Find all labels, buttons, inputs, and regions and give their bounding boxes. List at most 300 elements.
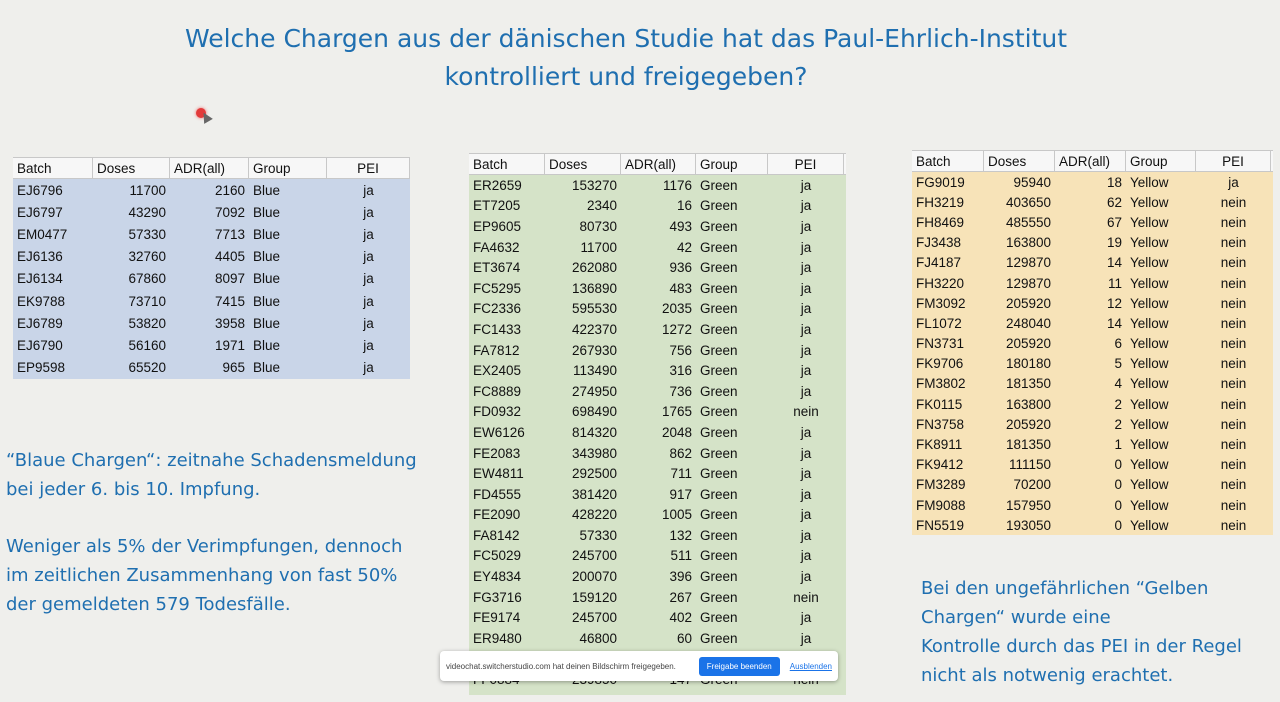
cell-pei: ja	[800, 321, 812, 337]
cell-pei: nein	[1220, 497, 1247, 513]
table-body	[469, 175, 846, 695]
table-row	[13, 201, 410, 223]
cell-doses: 67860	[128, 271, 166, 287]
cell-adr: 1	[1114, 437, 1122, 453]
cell-batch: ER9480	[473, 630, 522, 646]
header-adr: ADR(all)	[1055, 151, 1126, 171]
table-row	[469, 443, 846, 464]
cell-adr: 2035	[661, 301, 692, 317]
cell-adr: 60	[676, 630, 692, 646]
table-row	[13, 179, 410, 201]
table-row	[912, 455, 1273, 475]
table-row	[912, 233, 1273, 253]
note-line: nicht als notwenig erachtet.	[921, 665, 1174, 686]
cell-batch: FE2083	[473, 445, 521, 461]
table-row	[13, 334, 410, 356]
cell-adr: 42	[676, 239, 692, 255]
cell-adr: 711	[670, 466, 692, 482]
cell-doses: 46800	[579, 630, 617, 646]
cell-adr: 3958	[214, 315, 245, 331]
cell-pei: ja	[363, 226, 374, 242]
cell-doses: 129870	[1005, 255, 1051, 271]
cell-adr: 1272	[661, 321, 692, 337]
header-group: Group	[1126, 151, 1196, 171]
cell-pei: nein	[793, 589, 819, 605]
yellow-batch-table	[912, 150, 1273, 535]
cell-batch: EY4834	[473, 569, 522, 585]
cell-doses: 53820	[128, 315, 166, 331]
table-row	[469, 340, 846, 361]
cell-group: Green	[700, 363, 738, 379]
cell-pei: ja	[800, 630, 812, 646]
cell-doses: 595530	[571, 301, 617, 317]
cell-pei: ja	[363, 204, 374, 220]
cell-batch: FJ3438	[916, 235, 962, 251]
table-row	[469, 463, 846, 484]
cell-pei: nein	[1220, 315, 1247, 331]
cell-adr: 396	[669, 569, 692, 585]
table-row	[469, 319, 846, 340]
cell-pei: ja	[800, 342, 812, 358]
cell-group: Yellow	[1130, 214, 1169, 230]
cell-doses: 95940	[1013, 174, 1051, 190]
cell-pei: ja	[800, 280, 812, 296]
cell-pei: nein	[1220, 396, 1247, 412]
cell-pei: nein	[793, 404, 819, 420]
cell-doses: 32760	[128, 249, 166, 265]
cell-adr: 511	[670, 548, 692, 564]
cell-batch: FC8889	[473, 383, 522, 399]
note-line: bei jeder 6. bis 10. Impfung.	[6, 479, 261, 500]
cell-pei: nein	[1220, 356, 1247, 372]
cell-group: Blue	[253, 249, 281, 265]
green-batch-table	[469, 153, 846, 695]
cell-pei: ja	[800, 363, 812, 379]
header-pei: PEI	[1196, 151, 1271, 171]
cell-adr: 316	[669, 363, 692, 379]
table-row	[469, 546, 846, 567]
cell-batch: FJ4187	[916, 255, 962, 271]
cell-doses: 381420	[571, 486, 617, 502]
cell-pei: ja	[800, 239, 812, 255]
cell-doses: 163800	[1005, 396, 1051, 412]
cell-batch: FC2336	[473, 301, 522, 317]
cell-doses: 2340	[586, 198, 617, 214]
cell-group: Yellow	[1130, 255, 1169, 271]
cell-batch: FE9174	[473, 610, 521, 626]
cell-doses: 73710	[128, 293, 166, 309]
cell-doses: 11700	[580, 239, 617, 255]
cell-adr: 493	[669, 218, 692, 234]
cell-adr: 917	[669, 486, 692, 502]
cell-pei: ja	[800, 466, 812, 482]
cell-group: Blue	[253, 360, 281, 376]
cell-adr: 2048	[661, 424, 692, 440]
cell-doses: 485550	[1005, 214, 1051, 230]
cell-adr: 0	[1114, 457, 1122, 473]
cell-batch: EJ6134	[17, 271, 63, 287]
cell-adr: 7713	[214, 226, 245, 242]
cell-batch: FE2090	[473, 507, 521, 523]
note-line: “Blaue Chargen“: zeitnahe Schadensmeldung	[6, 450, 417, 471]
cell-batch: FG9019	[916, 174, 965, 190]
table-row	[13, 246, 410, 268]
slide-title	[0, 20, 1252, 96]
cell-group: Yellow	[1130, 457, 1169, 473]
cell-batch: FC5029	[473, 548, 522, 564]
cell-doses: 422370	[571, 321, 617, 337]
cell-pei: nein	[1220, 457, 1247, 473]
cell-doses: 193050	[1005, 517, 1051, 533]
cell-pei: ja	[363, 293, 374, 309]
cell-doses: 136890	[571, 280, 617, 296]
cell-batch: FN5519	[916, 517, 965, 533]
table-row	[13, 290, 410, 312]
cell-adr: 1176	[662, 177, 692, 193]
cell-group: Blue	[253, 315, 281, 331]
table-row	[469, 402, 846, 423]
title-line-1: Welche Chargen aus der dänischen Studie hat das Paul-Ehrlich-Institut	[184, 24, 1068, 53]
cell-doses: 403650	[1005, 194, 1051, 210]
cell-group: Green	[700, 218, 738, 234]
cell-group: Yellow	[1130, 416, 1169, 432]
cell-doses: 180180	[1005, 356, 1051, 372]
cell-adr: 12	[1106, 295, 1122, 311]
table-row	[469, 607, 846, 628]
cell-doses: 70200	[1013, 477, 1051, 493]
cell-doses: 11700	[129, 182, 166, 198]
cell-group: Yellow	[1130, 315, 1169, 331]
cell-doses: 111150	[1008, 457, 1051, 473]
header-batch: Batch	[13, 158, 93, 178]
cell-adr: 132	[669, 527, 692, 543]
cell-batch: FN3731	[916, 336, 965, 352]
note-line: Chargen“ wurde eine	[921, 607, 1111, 628]
cell-group: Green	[700, 527, 738, 543]
cell-adr: 483	[669, 280, 692, 296]
cell-doses: 267930	[571, 342, 617, 358]
table-row	[469, 628, 846, 649]
cell-batch: EW6126	[473, 424, 525, 440]
cell-adr: 267	[669, 589, 692, 605]
header-doses: Doses	[545, 154, 621, 174]
cell-doses: 56160	[128, 337, 166, 353]
cell-group: Green	[700, 569, 738, 585]
cell-pei: nein	[1220, 275, 1247, 291]
cell-doses: 57330	[128, 226, 166, 242]
cell-batch: EJ6790	[17, 337, 63, 353]
cell-doses: 205920	[1005, 295, 1051, 311]
cell-adr: 736	[669, 383, 692, 399]
header-batch: Batch	[912, 151, 984, 171]
cell-adr: 16	[676, 198, 692, 214]
blue-batch-table	[13, 157, 410, 379]
table-header	[469, 153, 846, 175]
cell-group: Green	[700, 260, 738, 276]
cell-pei: nein	[1220, 416, 1247, 432]
cell-pei: nein	[1220, 336, 1247, 352]
cell-adr: 7415	[214, 293, 245, 309]
cell-batch: EJ6797	[17, 204, 63, 220]
cell-batch: EP9598	[17, 360, 66, 376]
table-row	[912, 293, 1273, 313]
cell-pei: ja	[363, 182, 374, 198]
cell-adr: 1765	[661, 404, 692, 420]
table-row	[469, 278, 846, 299]
table-row	[912, 475, 1273, 495]
cell-batch: FA7812	[473, 342, 520, 358]
table-row	[469, 196, 846, 217]
table-row	[912, 434, 1273, 454]
cell-pei: nein	[1220, 295, 1247, 311]
cell-pei: ja	[800, 218, 812, 234]
cell-group: Green	[700, 342, 738, 358]
cell-batch: EJ6796	[17, 182, 63, 198]
table-row	[13, 223, 410, 245]
cell-doses: 205920	[1005, 416, 1051, 432]
cell-doses: 80730	[579, 218, 617, 234]
cell-doses: 200070	[571, 569, 617, 585]
cell-pei: nein	[1220, 477, 1247, 493]
cell-pei: ja	[363, 360, 374, 376]
share-message: videochat.switcherstudio.com hat deinen Bildschirm freigegeben.	[446, 661, 676, 671]
cell-adr: 62	[1106, 194, 1122, 210]
cell-pei: ja	[800, 507, 812, 523]
cell-pei: ja	[800, 424, 812, 440]
cell-batch: EX2405	[473, 363, 522, 379]
cell-group: Yellow	[1130, 336, 1169, 352]
table-row	[469, 525, 846, 546]
cell-pei: ja	[800, 548, 812, 564]
cell-adr: 4405	[214, 249, 245, 265]
header-group: Group	[696, 154, 768, 174]
cell-group: Blue	[253, 337, 281, 353]
cell-group: Yellow	[1130, 275, 1169, 291]
cell-doses: 245700	[571, 610, 617, 626]
cell-doses: 292500	[571, 466, 617, 482]
cell-pei: ja	[363, 337, 374, 353]
table-row	[912, 495, 1273, 515]
cell-doses: 248040	[1005, 315, 1051, 331]
cell-adr: 2160	[214, 182, 245, 198]
cell-adr: 11	[1107, 275, 1122, 291]
cell-adr: 2	[1114, 396, 1122, 412]
cell-doses: 205920	[1005, 336, 1051, 352]
table-row	[469, 299, 846, 320]
cell-adr: 5	[1114, 356, 1122, 372]
cell-pei: ja	[800, 445, 812, 461]
table-header	[13, 157, 410, 179]
cell-batch: FH3219	[916, 194, 965, 210]
cell-batch: FM3802	[916, 376, 966, 392]
table-row	[912, 192, 1273, 212]
cell-pei: nein	[1220, 255, 1247, 271]
note-line: Bei den ungefährlichen “Gelben	[921, 578, 1209, 599]
cell-doses: 159120	[571, 589, 617, 605]
cell-pei: ja	[800, 486, 812, 502]
table-row	[469, 360, 846, 381]
cell-adr: 756	[669, 342, 692, 358]
cell-group: Green	[700, 589, 738, 605]
cell-doses: 113490	[572, 363, 617, 379]
cell-group: Yellow	[1130, 517, 1169, 533]
cell-group: Yellow	[1130, 497, 1169, 513]
cell-group: Yellow	[1130, 437, 1169, 453]
table-row	[912, 414, 1273, 434]
note-line: Kontrolle durch das PEI in der Regel	[921, 636, 1242, 657]
cell-batch: FK0115	[916, 396, 963, 412]
cell-adr: 18	[1106, 174, 1122, 190]
cell-batch: FA8142	[473, 527, 520, 543]
cell-batch: FK9412	[916, 457, 964, 473]
cell-group: Yellow	[1130, 477, 1169, 493]
cell-group: Green	[700, 486, 738, 502]
note-line: Weniger als 5% der Verimpfungen, dennoch	[6, 536, 403, 557]
cell-group: Green	[700, 610, 738, 626]
cell-batch: FM3289	[916, 477, 966, 493]
hide-link[interactable]: Ausblenden	[789, 661, 832, 671]
cell-adr: 0	[1114, 517, 1122, 533]
cell-adr: 67	[1106, 214, 1122, 230]
cell-doses: 153270	[571, 177, 617, 193]
table-row	[912, 172, 1273, 192]
table-row	[469, 237, 846, 258]
screen-share-notification-bar	[440, 651, 838, 681]
cell-pei: nein	[1220, 235, 1247, 251]
cell-batch: FN3758	[916, 416, 965, 432]
cell-batch: ET3674	[473, 260, 521, 276]
cell-batch: EW4811	[473, 466, 524, 482]
cell-group: Blue	[253, 226, 281, 242]
cell-group: Green	[700, 630, 738, 646]
cell-batch: FK8911	[916, 437, 963, 453]
cell-group: Green	[700, 548, 738, 564]
header-batch: Batch	[469, 154, 545, 174]
cell-group: Green	[700, 280, 738, 296]
cell-group: Blue	[253, 182, 281, 198]
table-row	[469, 175, 846, 196]
cell-batch: EM0477	[17, 226, 68, 242]
cell-pei: nein	[1220, 517, 1247, 533]
table-row	[912, 334, 1273, 354]
cell-adr: 4	[1114, 376, 1122, 392]
cell-pei: ja	[1228, 174, 1239, 190]
cell-group: Green	[700, 177, 738, 193]
cell-doses: 428220	[571, 507, 617, 523]
cell-group: Blue	[253, 293, 281, 309]
header-pei: PEI	[768, 154, 844, 174]
table-row	[469, 381, 846, 402]
cell-batch: ET7205	[473, 198, 521, 214]
stop-sharing-button[interactable]: Freigabe beenden	[699, 657, 780, 676]
cell-batch: EP9605	[473, 218, 522, 234]
cell-batch: EJ6136	[17, 249, 63, 265]
cell-batch: FH8469	[916, 214, 965, 230]
cell-pei: ja	[800, 198, 812, 214]
cell-doses: 65520	[128, 360, 166, 376]
cell-adr: 0	[1114, 497, 1122, 513]
cell-doses: 181350	[1005, 376, 1051, 392]
blue-batches-note	[6, 446, 456, 504]
cell-pei: ja	[363, 315, 374, 331]
table-row	[912, 212, 1273, 232]
table-row	[469, 422, 846, 443]
table-row	[469, 505, 846, 526]
cell-doses: 262080	[571, 260, 617, 276]
table-row	[912, 394, 1273, 414]
cell-group: Green	[700, 198, 738, 214]
table-row	[469, 566, 846, 587]
table-row	[469, 587, 846, 608]
cell-batch: FD0932	[473, 404, 522, 420]
cell-pei: ja	[363, 249, 374, 265]
cell-adr: 7092	[214, 204, 245, 220]
table-row	[912, 354, 1273, 374]
cell-group: Yellow	[1130, 376, 1169, 392]
table-row	[469, 216, 846, 237]
cell-group: Yellow	[1130, 295, 1169, 311]
cell-group: Blue	[253, 271, 281, 287]
cell-adr: 8097	[214, 271, 245, 287]
cell-batch: FC5295	[473, 280, 522, 296]
cell-group: Green	[700, 239, 738, 255]
cell-group: Green	[700, 445, 738, 461]
cell-group: Yellow	[1130, 174, 1169, 190]
cell-adr: 862	[669, 445, 692, 461]
cell-doses: 129870	[1005, 275, 1051, 291]
yellow-batches-note	[921, 574, 1280, 690]
cell-group: Green	[700, 404, 738, 420]
cell-adr: 1005	[661, 507, 692, 523]
cell-adr: 14	[1106, 315, 1122, 331]
cell-pei: ja	[800, 301, 812, 317]
cell-group: Yellow	[1130, 356, 1169, 372]
cell-batch: EJ6789	[17, 315, 63, 331]
cell-group: Green	[700, 507, 738, 523]
table-row	[469, 484, 846, 505]
cell-batch: ER2659	[473, 177, 522, 193]
header-pei: PEI	[327, 158, 410, 178]
cell-doses: 698490	[571, 404, 617, 420]
cell-pei: nein	[1220, 437, 1247, 453]
cell-group: Green	[700, 424, 738, 440]
cell-batch: EK9788	[17, 293, 66, 309]
header-doses: Doses	[984, 151, 1055, 171]
cell-adr: 965	[222, 360, 245, 376]
cell-pei: nein	[1220, 194, 1247, 210]
cell-doses: 157950	[1005, 497, 1051, 513]
cell-batch: FD4555	[473, 486, 522, 502]
table-row	[912, 515, 1273, 535]
cell-group: Yellow	[1130, 396, 1169, 412]
note-line: der gemeldeten 579 Todesfälle.	[6, 594, 291, 615]
deaths-note	[6, 532, 456, 619]
cell-doses: 343980	[571, 445, 617, 461]
cell-adr: 936	[669, 260, 692, 276]
cell-doses: 245700	[571, 548, 617, 564]
cell-batch: FM3092	[916, 295, 966, 311]
cell-group: Green	[700, 466, 738, 482]
cell-group: Blue	[253, 204, 281, 220]
header-doses: Doses	[93, 158, 170, 178]
cell-adr: 14	[1106, 255, 1122, 271]
table-header	[912, 150, 1273, 172]
header-adr: ADR(all)	[170, 158, 249, 178]
header-adr: ADR(all)	[621, 154, 696, 174]
cell-batch: FL1072	[916, 315, 962, 331]
cell-group: Yellow	[1130, 194, 1169, 210]
cell-pei: ja	[800, 383, 812, 399]
